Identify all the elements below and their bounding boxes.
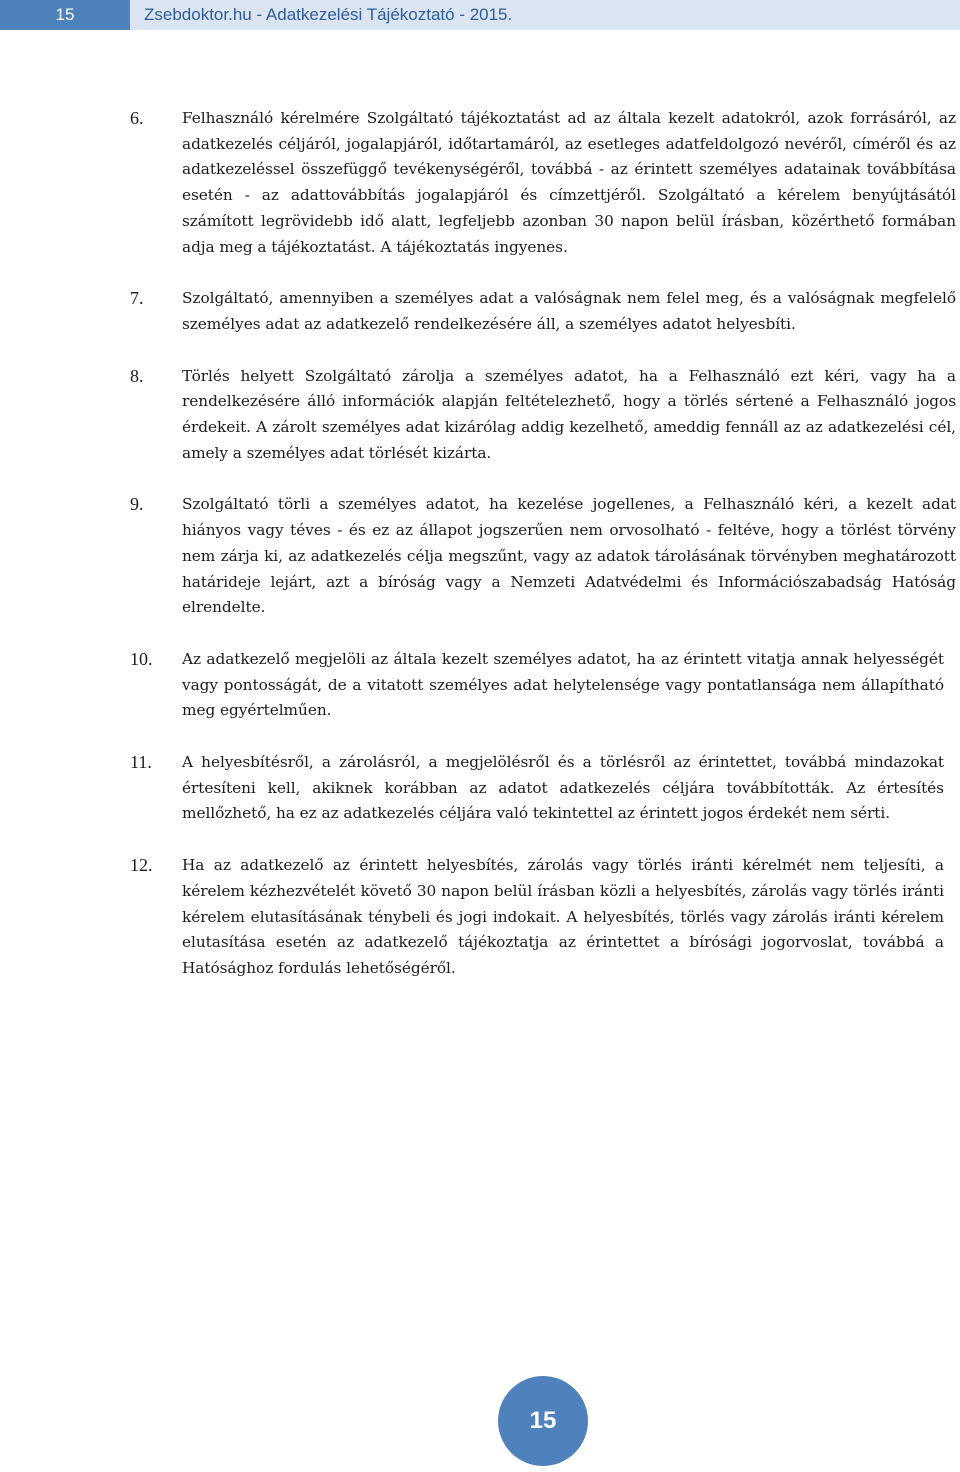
item-number: 8.	[130, 365, 144, 386]
item-text: Az adatkezelő megjelöli az általa kezelt személyes adatot, ha az érintett vitatja annak helyességét vagy pontosságát, de a vitatott személyes adat helytelensége vagy pontatlansága nem állapítható meg egyértelműen.	[182, 649, 944, 720]
item-number: 10.	[130, 648, 153, 669]
list-item	[130, 106, 956, 260]
item-text: Felhasználó kérelmére Szolgáltató tájékoztatást ad az általa kezelt adatokról, azok forrásáról, az adatkezelés céljáról, jogalapjáról, időtartamáról, az esetleges adatfeldolgozó nevéről, címéről és az adatkezeléssel összefüggő tevékenységéről, továbbá - az érintett személyes adatainak továbbítása esetén - az adattovábbítás jogalapjáról és címzettjéről. Szolgáltató a kérelem benyújtásától számított legrövidebb idő alatt, legfeljebb azonban 30 napon belül írásban, közérthető formában adja meg a tájékoztatást. A tájékoztatás ingyenes.	[182, 109, 956, 256]
list-item	[130, 364, 956, 467]
item-text: A helyesbítésről, a zárolásról, a megjelölésről és a törlésről az érintettet, továbbá mindazokat értesíteni kell, akiknek korábban az adatot adatkezelés céljára továbbították. Az értesítés mellőzhető, ha ez az adatkezelés céljára való tekintettel az érintett jogos érdekét nem sérti.	[182, 753, 944, 823]
list-item	[130, 492, 956, 621]
item-number: 9.	[130, 494, 144, 515]
item-number: 6.	[130, 108, 144, 128]
page-header	[0, 0, 960, 30]
item-number: 7.	[130, 288, 144, 309]
footer-page-number: 15	[498, 1376, 588, 1466]
header-title: Zsebdoktor.hu - Adatkezelési Tájékoztató - 2015.	[130, 0, 960, 30]
header-page-number: 15	[0, 0, 130, 30]
list-item	[130, 647, 956, 724]
item-text: Szolgáltató, amennyiben a személyes adat a valóságnak nem felel meg, és a valóságnak megfelelő személyes adat az adatkezelő rendelkezésére áll, a személyes adatot helyesbíti.	[182, 289, 956, 333]
list-item	[130, 750, 956, 827]
list-item	[130, 286, 956, 337]
item-number: 11.	[130, 752, 152, 773]
item-text: Ha az adatkezelő az érintett helyesbítés, zárolás vagy törlés iránti kérelmét nem teljesíti, a kérelem kézhezvételét követő 30 napon belül írásban közli a helyesbítés, zárolás vagy törlés iránti kérelem elutasításának ténybeli és jogi indokait. A helyesbítés, törlés vagy zárolás iránti kérelem elutasítása esetén az adatkezelő tájékoztatja az érintettet a bírósági jogorvoslat, továbbá a Hatósághoz fordulás lehetőségéről.	[182, 856, 944, 977]
item-text: Törlés helyett Szolgáltató zárolja a személyes adatot, ha a Felhasználó ezt kéri, vagy ha a rendelkezésére álló információk alapján feltételezhető, hogy a törlés sértené a Felhasználó jogos érdekeit. A zárolt személyes adat kizárólag addig kezelhető, ameddig fennáll az az adatkezelési cél, amely a személyes adat törlését kizárta.	[182, 366, 956, 462]
item-text: Szolgáltató törli a személyes adatot, ha kezelése jogellenes, a Felhasználó kéri, a kezelt adat hiányos vagy téves - és ez az állapot jogszerűen nem orvosolható - feltéve, hogy a törlést törvény nem zárja ki, az adatkezelés célja megszűnt, vagy az adatok tárolásának törvényben meghatározott határideje lejárt, azt a bíróság vagy a Nemzeti Adatvédelmi és Információszabadság Hatóság elrendelte.	[182, 495, 956, 617]
document-body	[130, 106, 956, 1008]
item-number: 12.	[130, 855, 153, 876]
list-item	[130, 853, 956, 982]
